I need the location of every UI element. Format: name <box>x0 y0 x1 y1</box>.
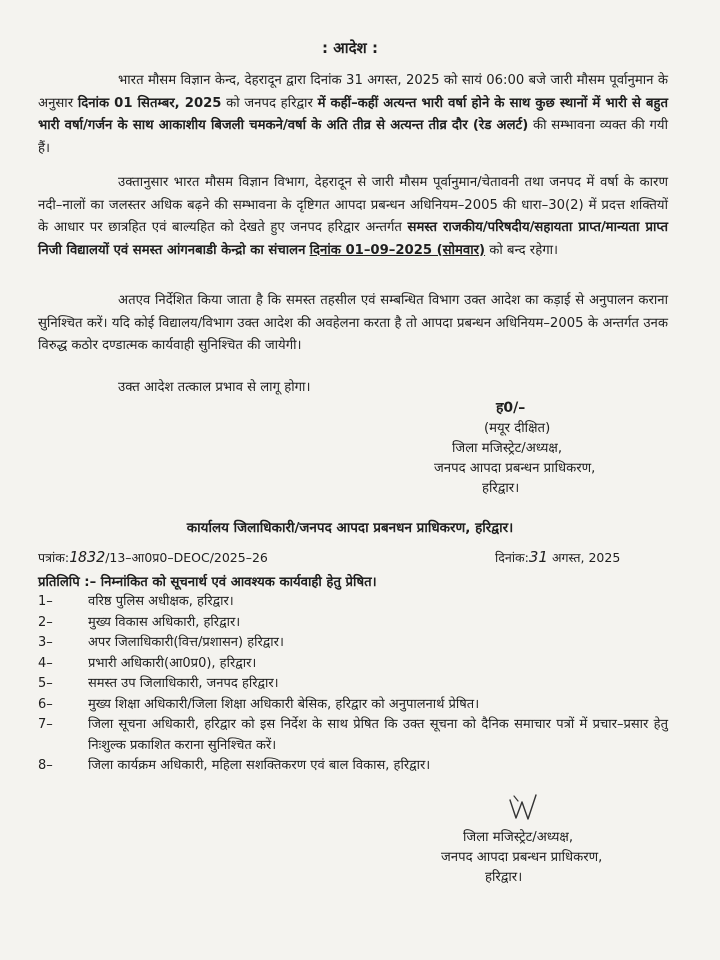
list-item-index: 8– <box>38 758 53 773</box>
p1-date: दिनांक 01 सितम्बर, 2025 <box>77 95 222 111</box>
order-paragraph-2 <box>38 172 668 262</box>
list-item <box>38 756 668 777</box>
p2-institutions: समस्त राजकीय/परिषदीय/सहायता प्राप्त/मान्यता प्राप्त निजी विद्यालयों एवं समस्त आंगनबाडी केन्द्रो का संचालन <box>38 220 668 258</box>
list-item-text: मुख्य शिक्षा अधिकारी/जिला शिक्षा अधिकारी बेसिक, हरिद्वार को अनुपालनार्थ प्रेषित। <box>88 696 480 712</box>
order-title: : आदेश : <box>322 39 378 57</box>
list-item-index: 5– <box>38 676 53 691</box>
office-header: कार्यालय जिलाधिकारी/जनपद आपदा प्रबनधन प्राधिकरण, हरिद्वार। <box>186 520 514 536</box>
signature-block-1 <box>434 419 596 499</box>
signatory-2-place: हरिद्वार। <box>485 870 523 885</box>
signed-mark: ह0/– <box>496 400 526 416</box>
list-item <box>38 695 668 716</box>
signatory-name: (मयूर दीक्षित) <box>484 421 551 436</box>
reference-date <box>495 548 620 566</box>
p1-text-e: की सम्भावना व्यक्त की गयी हैं। <box>38 118 668 156</box>
copy-heading: प्रतिलिपि :– निम्नांकित को सूचनार्थ एवं आवश्यक कार्यवाही हेतु प्रेषित। <box>38 575 377 590</box>
p2-date: दिनांक 01–09–2025 (सोमवार) <box>309 242 486 258</box>
date-handwritten-day: 31 <box>528 548 548 566</box>
date-rest: अगस्त, 2025 <box>547 550 621 565</box>
list-item-index: 2– <box>38 614 53 630</box>
list-item-index: 1– <box>38 594 53 609</box>
p1-text-c: को जनपद हरिद्वार <box>221 95 318 111</box>
reference-number <box>38 548 268 566</box>
list-item <box>38 654 668 675</box>
list-item-text: प्रभारी अधिकारी(आ0प्र0), हरिद्वार। <box>88 655 257 671</box>
order-paragraph-1 <box>38 70 668 160</box>
list-item <box>38 715 668 756</box>
list-item-index: 3– <box>38 635 53 650</box>
ref-suffix: /13–आ0प्र0–DEOC/2025–26 <box>105 550 268 565</box>
list-item-text: अपर जिलाधिकारी(वित्त/प्रशासन) हरिद्वार। <box>88 635 284 650</box>
list-item-text: जिला कार्यक्रम अधिकारी, महिला सशक्तिकरण एवं बाल विकास, हरिद्वार। <box>88 758 431 773</box>
list-item-index: 4– <box>38 655 53 671</box>
ref-handwritten-number: 1832 <box>69 548 106 566</box>
order-paragraph-4: उक्त आदेश तत्काल प्रभाव से लागू होगा। <box>118 380 311 395</box>
date-prefix: दिनांक: <box>495 550 529 565</box>
ref-prefix: पत्रांक: <box>38 550 70 565</box>
p2-text-d: को बन्द रहेगा। <box>485 242 559 258</box>
list-item-text: जिला सूचना अधिकारी, हरिद्वार को इस निर्देश के साथ प्रेषित कि उक्त सूचना को दैनिक समाचार पत्रों में प्रचार–प्रसार हेतु निःशुल्क प्रकाशित कराना सुनिश्चित करें। <box>88 717 668 753</box>
signatory-designation: जिला मजिस्ट्रेट/अध्यक्ष, <box>452 441 563 456</box>
list-item-index: 7– <box>38 717 53 732</box>
p1-text-a: भारत मौसम विज्ञान केन्द, देहरादून द्वारा दिनांक 31 अगस्त, 2025 को सायं 06:00 बजे जारी मौसम पूर्वानुमान के अनुसार <box>38 73 668 111</box>
list-item-index: 6– <box>38 696 53 712</box>
list-item-text: समस्त उप जिलाधिकारी, जनपद हरिद्वार। <box>88 676 279 691</box>
list-item <box>38 674 668 695</box>
list-item <box>38 592 668 613</box>
list-item <box>38 633 668 654</box>
list-item <box>38 613 668 634</box>
signatory-2-designation: जिला मजिस्ट्रेट/अध्यक्ष, <box>463 830 574 845</box>
p1-red-alert: में कहीं–कहीं अत्यन्त भारी वर्षा होने के साथ कुछ स्थानों में भारी से बहुत भारी वर्षा/गर्जन के साथ आकाशीय बिजली चमकने/वर्षा के अति तीव्र से अत्यन्त तीव्र दौर (रेड अलर्ट) <box>38 95 668 133</box>
signature-scribble <box>506 792 546 822</box>
signatory-2-authority: जनपद आपदा प्रबन्धन प्राधिकरण, <box>441 850 603 865</box>
order-paragraph-3: अतएव निर्देशित किया जाता है कि समस्त तहसील एवं सम्बन्धित विभाग उक्त आदेश का कड़ाई से अनुपालन कराना सुनिश्चित करें। यदि कोई विद्यालय/विभाग उक्त आदेश की अवहेलना करता है तो आपदा प्रबन्धन अधिनियम–2005 के अन्तर्गत उनक विरुद्ध कठोर दण्डात्मक कार्यवाही सुनिश्चित की जायेगी। <box>38 293 668 353</box>
list-item-text: वरिष्ठ पुलिस अधीक्षक, हरिद्वार। <box>88 594 234 609</box>
p2-text-a: उक्तानुसार भारत मौसम विज्ञान विभाग, देहरादून से जारी मौसम पूर्वानुमान/चेतावनी तथा जनपद में वर्षा के कारण नदी–नालों का जलस्तर अधिक बढ़ने की सम्भावना के दृष्टिगत आपदा प्रबन्धन अधिनियम–2005 की धारा–30(2) में प्रदत्त शक्तियों के आधार पर छात्रहित एवं बाल्यहित को देखते हुए जनपद हरिद्वार अन्तर्गत <box>38 175 668 235</box>
copy-list <box>38 592 668 777</box>
list-item-text: मुख्य विकास अधिकारी, हरिद्वार। <box>88 614 241 630</box>
signature-block-2 <box>441 828 603 888</box>
signatory-authority: जनपद आपदा प्रबन्धन प्राधिकरण, <box>434 461 596 476</box>
signatory-place: हरिद्वार। <box>482 481 520 496</box>
